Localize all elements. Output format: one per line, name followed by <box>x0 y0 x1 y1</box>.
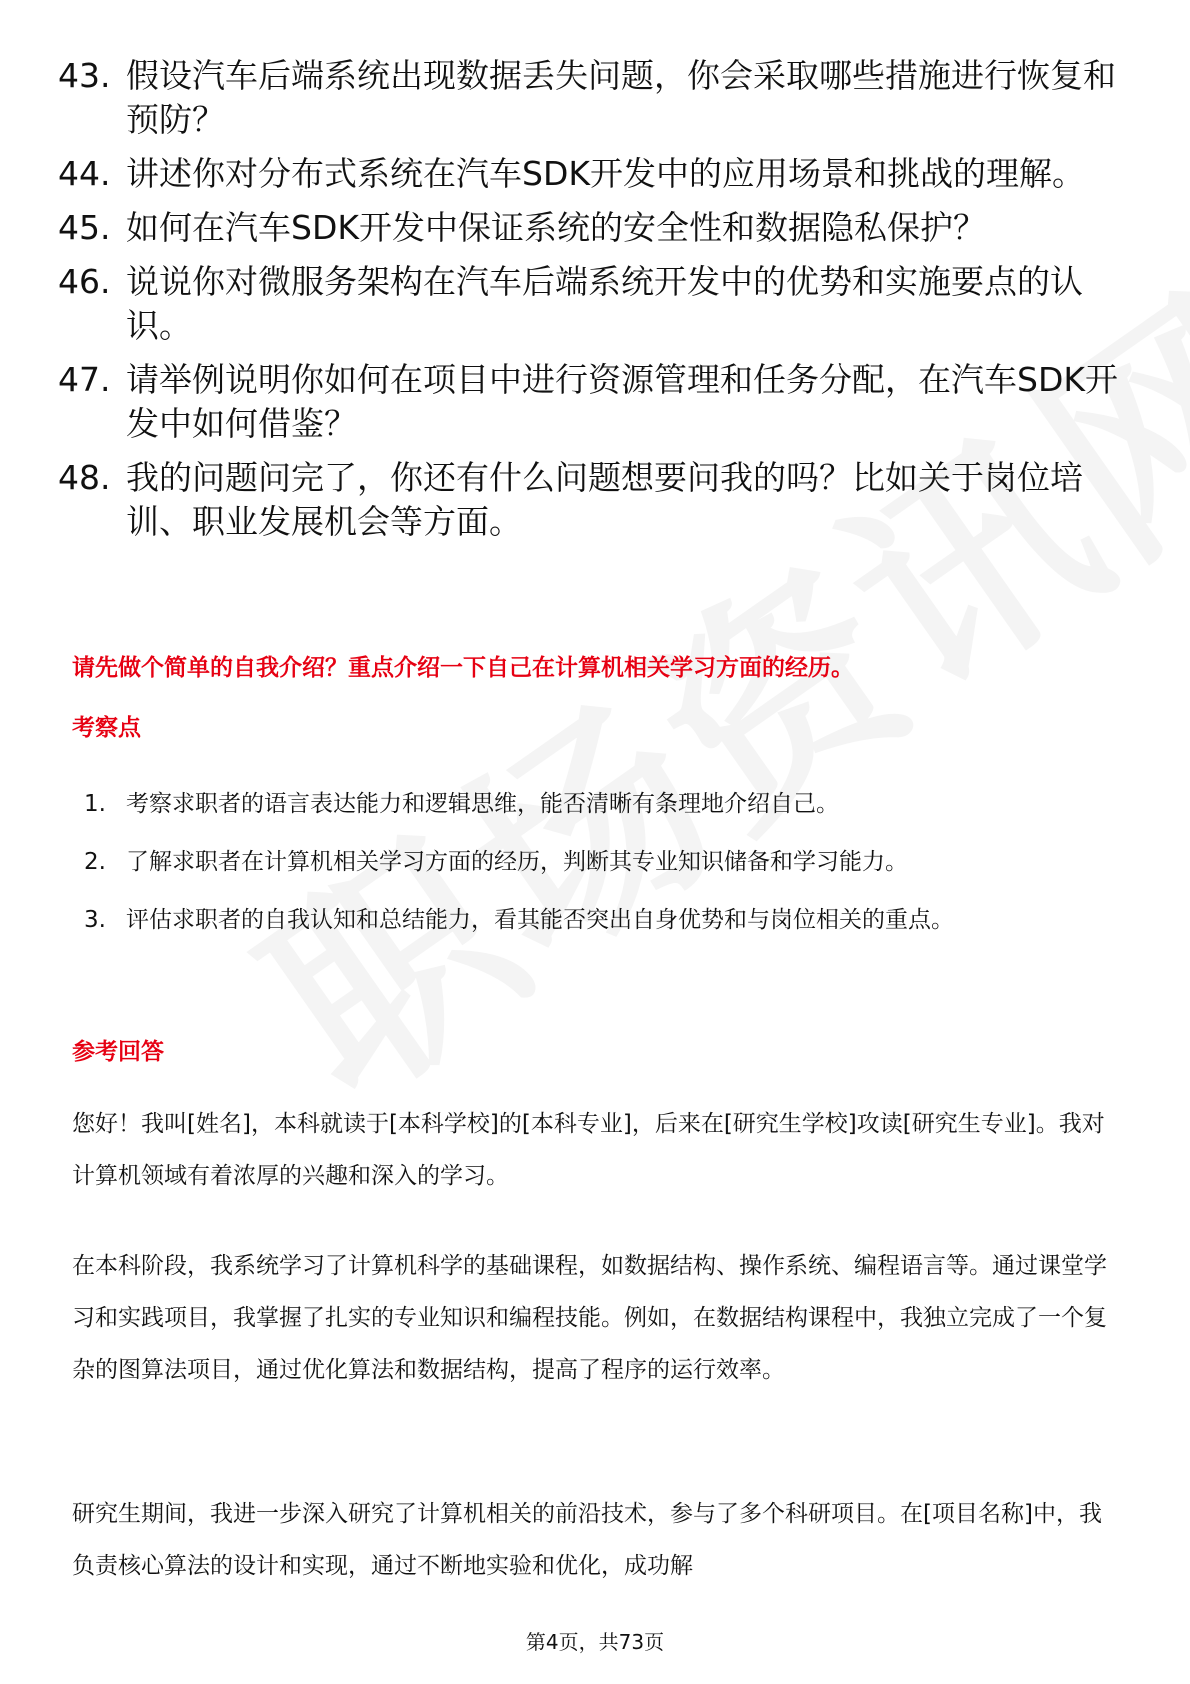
question-text: 讲述你对分布式系统在汽车SDK开发中的应用场景和挑战的理解。 <box>126 154 1085 193</box>
question-number: 47. <box>58 360 111 399</box>
point-number: 1. <box>84 791 106 817</box>
points-list <box>84 778 1124 952</box>
question-number: 44. <box>58 154 111 193</box>
point-number: 3. <box>84 907 106 933</box>
question-text: 假设汽车后端系统出现数据丢失问题，你会采取哪些措施进行恢复和预防？ <box>126 56 1116 139</box>
question-text: 如何在汽车SDK开发中保证系统的安全性和数据隐私保护？ <box>126 208 986 247</box>
list-item <box>58 358 1118 446</box>
answer-paragraph: 在本科阶段，我系统学习了计算机科学的基础课程，如数据结构、操作系统、编程语言等。通过课堂学习和实践项目，我掌握了扎实的专业知识和编程技能。例如，在数据结构课程中，我独立完成了一个复杂的图算法项目，通过优化算法和数据结构，提高了程序的运行效率。 <box>72 1253 1107 1383</box>
list-item <box>58 54 1118 142</box>
list-item <box>58 206 1118 250</box>
question-text: 我的问题问完了，你还有什么问题想要问我的吗？比如关于岗位培训、职业发展机会等方面。 <box>126 458 1083 541</box>
question-list <box>58 54 1118 554</box>
point-text: 考察求职者的语言表达能力和逻辑思维，能否清晰有条理地介绍自己。 <box>126 791 839 817</box>
question-number: 45. <box>58 208 111 247</box>
kaocha-heading: 考察点 <box>72 715 141 741</box>
question-text: 请举例说明你如何在项目中进行资源管理和任务分配，在汽车SDK开发中如何借鉴？ <box>126 360 1118 443</box>
list-item <box>84 836 1124 888</box>
list-item <box>58 260 1118 348</box>
point-text: 了解求职者在计算机相关学习方面的经历，判断其专业知识储备和学习能力。 <box>126 849 908 875</box>
list-item <box>84 778 1124 830</box>
section-question-heading: 请先做个简单的自我介绍？重点介绍一下自己在计算机相关学习方面的经历。 <box>72 655 854 681</box>
question-number: 46. <box>58 262 111 301</box>
point-number: 2. <box>84 849 106 875</box>
question-text: 说说你对微服务架构在汽车后端系统开发中的优势和实施要点的认识。 <box>126 262 1083 345</box>
cankao-heading: 参考回答 <box>72 1039 164 1065</box>
answer-paragraph: 您好！我叫[姓名]，本科就读于[本科学校]的[本科专业]，后来在[研究生学校]攻读[研究生专业]。我对计算机领域有着浓厚的兴趣和深入的学习。 <box>72 1111 1105 1189</box>
question-number: 48. <box>58 458 111 497</box>
list-item <box>84 894 1124 946</box>
list-item <box>58 456 1118 544</box>
question-number: 43. <box>58 56 111 95</box>
list-item <box>58 152 1118 196</box>
point-text: 评估求职者的自我认知和总结能力，看其能否突出自身优势和与岗位相关的重点。 <box>126 907 954 933</box>
answer-paragraph: 研究生期间，我进一步深入研究了计算机相关的前沿技术，参与了多个科研项目。在[项目名称]中，我负责核心算法的设计和实现，通过不断地实验和优化，成功解 <box>72 1501 1102 1579</box>
page-footer: 第4页，共73页 <box>525 1630 665 1654</box>
